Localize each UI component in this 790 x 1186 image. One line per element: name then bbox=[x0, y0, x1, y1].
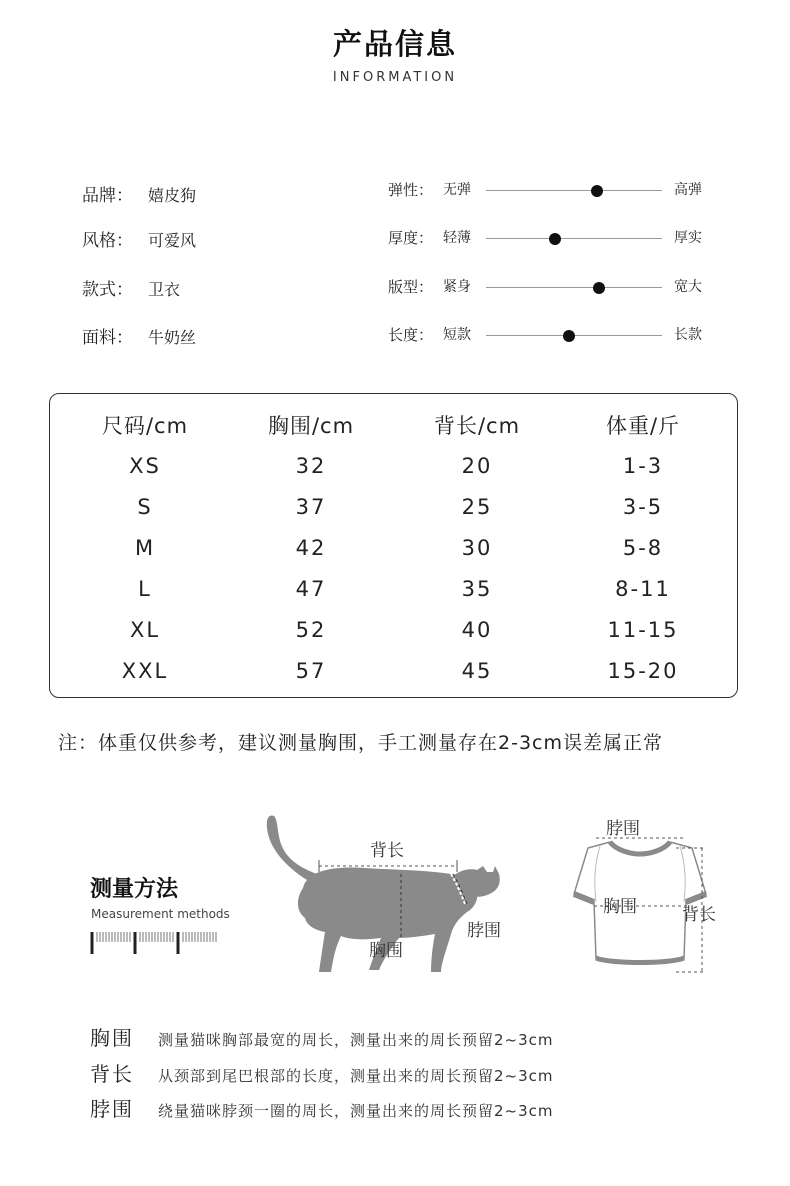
scale-max: 厚实 bbox=[674, 230, 702, 246]
definition-desc: 测量猫咪胸部最宽的周长，测量出来的周长预留2~3cm bbox=[158, 1031, 554, 1049]
shirt-label-neck: 脖围 bbox=[606, 819, 640, 839]
scale-label: 弹性： bbox=[388, 181, 434, 199]
info-row-type bbox=[82, 275, 180, 300]
scale-min: 无弹 bbox=[443, 182, 471, 198]
table-cell: 11-15 bbox=[607, 617, 679, 642]
shirt-label-chest: 胸围 bbox=[603, 897, 637, 917]
table-row bbox=[62, 650, 726, 691]
method-subtitle: Measurement methods bbox=[91, 907, 230, 921]
table-cell: 45 bbox=[461, 658, 493, 683]
scale-dot bbox=[563, 330, 575, 342]
table-row bbox=[62, 568, 726, 609]
table-cell: 52 bbox=[295, 617, 327, 642]
col-header-chest: 胸围/cm bbox=[267, 413, 355, 438]
definition-desc: 绕量猫咪脖颈一圈的周长，测量出来的周长预留2~3cm bbox=[158, 1102, 554, 1120]
scale-dot bbox=[593, 282, 605, 294]
scale-max: 宽大 bbox=[674, 279, 702, 295]
table-cell: 8-11 bbox=[615, 576, 671, 601]
table-cell: 5-8 bbox=[622, 535, 664, 560]
scale-label: 长度： bbox=[388, 326, 434, 344]
scale-min: 紧身 bbox=[443, 279, 471, 295]
table-cell: 47 bbox=[295, 576, 327, 601]
scale-dot bbox=[591, 185, 603, 197]
table-cell: 30 bbox=[461, 535, 493, 560]
scale-label: 厚度： bbox=[388, 229, 434, 247]
cat-label-chest: 胸围 bbox=[369, 941, 403, 961]
definition-term: 背长 bbox=[90, 1062, 134, 1086]
table-cell: 32 bbox=[295, 453, 327, 478]
info-value: 卫衣 bbox=[148, 280, 181, 299]
page-subtitle: INFORMATION bbox=[332, 70, 458, 85]
size-table bbox=[62, 404, 726, 691]
cat-label-neck: 脖围 bbox=[467, 921, 501, 941]
table-cell: S bbox=[137, 494, 153, 519]
scale-dot bbox=[549, 233, 561, 245]
definition-neck bbox=[90, 1093, 554, 1122]
info-label: 风格： bbox=[82, 231, 133, 251]
cat-label-back: 背长 bbox=[370, 841, 404, 861]
scale-fit bbox=[388, 276, 718, 298]
table-header-row bbox=[62, 404, 726, 445]
info-label: 品牌： bbox=[82, 186, 133, 206]
ruler-icon bbox=[90, 930, 220, 956]
col-header-weight: 体重/斤 bbox=[605, 413, 681, 438]
definition-term: 脖围 bbox=[90, 1097, 134, 1121]
info-value: 牛奶丝 bbox=[148, 328, 197, 347]
table-cell: 57 bbox=[295, 658, 327, 683]
table-cell: XS bbox=[129, 453, 161, 478]
scale-min: 轻薄 bbox=[443, 230, 471, 246]
table-cell: 15-20 bbox=[607, 658, 679, 683]
col-header-size: 尺码/cm bbox=[101, 413, 189, 438]
cat-measurement-diagram bbox=[255, 808, 520, 983]
definition-term: 胸围 bbox=[90, 1026, 134, 1050]
scale-track bbox=[486, 190, 662, 191]
scale-thickness bbox=[388, 227, 718, 249]
table-cell: 35 bbox=[461, 576, 493, 601]
table-cell: 25 bbox=[461, 494, 493, 519]
pet-shirt-icon bbox=[574, 842, 706, 963]
definition-desc: 从颈部到尾巴根部的长度，测量出来的周长预留2~3cm bbox=[158, 1067, 554, 1085]
scale-length bbox=[388, 324, 718, 346]
table-row bbox=[62, 486, 726, 527]
table-cell: M bbox=[134, 535, 156, 560]
table-cell: L bbox=[138, 576, 152, 601]
scale-label: 版型： bbox=[388, 278, 434, 296]
info-row-fabric bbox=[82, 323, 196, 348]
table-cell: 40 bbox=[461, 617, 493, 642]
page-title: 产品信息 bbox=[332, 27, 457, 61]
table-cell: 1-3 bbox=[622, 453, 664, 478]
scale-min: 短款 bbox=[443, 327, 471, 343]
scale-track bbox=[486, 287, 662, 288]
definition-chest bbox=[90, 1022, 554, 1051]
method-title: 测量方法 bbox=[90, 877, 179, 902]
shirt-measurement-diagram bbox=[560, 812, 730, 982]
shirt-label-back: 背长 bbox=[682, 905, 716, 925]
table-cell: 42 bbox=[295, 535, 327, 560]
info-row-style bbox=[82, 226, 196, 251]
table-row bbox=[62, 527, 726, 568]
info-row-brand bbox=[82, 181, 196, 206]
size-table-box bbox=[49, 393, 738, 698]
info-value: 可爱风 bbox=[148, 231, 197, 250]
scale-track bbox=[486, 238, 662, 239]
scale-max: 高弹 bbox=[674, 182, 702, 198]
scale-max: 长款 bbox=[674, 327, 702, 343]
table-cell: 20 bbox=[461, 453, 493, 478]
table-cell: 3-5 bbox=[622, 494, 664, 519]
table-row bbox=[62, 445, 726, 486]
table-cell: XL bbox=[129, 617, 161, 642]
col-header-back: 背长/cm bbox=[433, 413, 521, 438]
definition-back bbox=[90, 1058, 554, 1087]
table-row bbox=[62, 609, 726, 650]
info-value: 嬉皮狗 bbox=[148, 186, 197, 205]
size-note: 注：体重仅供参考，建议测量胸围，手工测量存在2-3cm误差属正常 bbox=[58, 732, 663, 754]
table-cell: XXL bbox=[121, 658, 169, 683]
scale-elasticity bbox=[388, 179, 718, 201]
table-cell: 37 bbox=[295, 494, 327, 519]
info-label: 面料： bbox=[82, 328, 133, 348]
info-label: 款式： bbox=[82, 280, 133, 300]
